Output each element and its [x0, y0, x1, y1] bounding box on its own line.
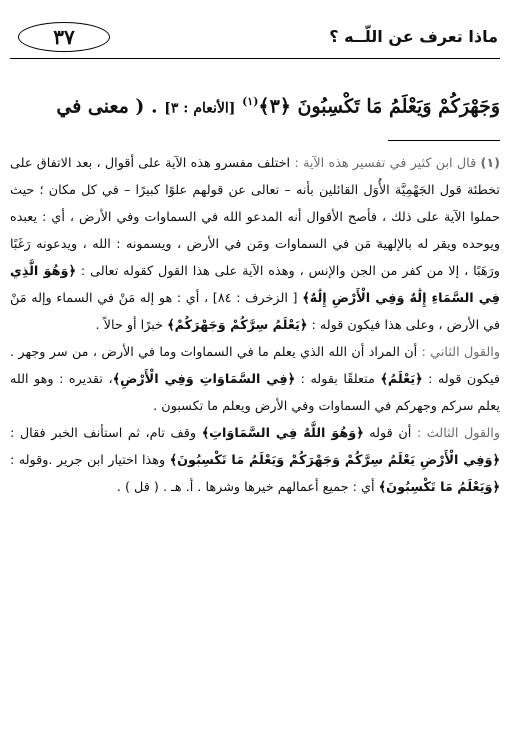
quran-quote: ﴿يَعْلَمُ سِرَّكُمْ وَجَهْرَكُمْ﴾ [167, 318, 308, 333]
footnote-1 [10, 150, 500, 339]
footnote-marker: (١) [480, 156, 500, 171]
opinion-text: أن المراد أن الله الذي يعلم ما في السماوات وما في الأرض ، من سر وجهر . فيكون قوله : [10, 345, 500, 387]
opinion-2 [10, 339, 500, 420]
verse-footnote-marker: (١) [242, 95, 259, 108]
footnotes [10, 150, 500, 501]
opinion-text: متعلقًا بقوله : [300, 372, 375, 387]
verse-reference: [الأنعام : ٣] [164, 100, 236, 117]
quran-quote: ﴿وَهُوَ الَّذِي فِي السَّمَاءِ إِلَٰهٌ وَفِي الْأَرْضِ إِلَٰهٌ﴾ [10, 264, 501, 306]
opinion-lead: والقول الثالث : [416, 426, 500, 441]
opinion-text: أي : جميع أعمالهم خيرها وشرها . أ. هـ . ( قل ) . [116, 480, 375, 495]
page-number: ٣٧ [18, 22, 110, 52]
running-title: ماذا تعرف عن اللّــه ؟ [329, 27, 498, 46]
quran-quote: ﴿وَهُوَ اللَّهُ فِي السَّمَاوَاتِ﴾ [201, 426, 364, 441]
quran-quote: ﴿يَعْلَمُ﴾ [380, 372, 423, 387]
opinion-text: وقف تام، ثم استأنف الخبر فقال : [10, 426, 197, 441]
footnote-lead: قال ابن كثير في تفسير هذه الآية : [294, 156, 477, 171]
verse-line [10, 82, 500, 122]
verse-quran-text: وَجَهْرَكُمْ وَيَعْلَمُ مَا تَكْسِبُونَ ﴿٣﴾ [258, 95, 500, 118]
verse-continuation: . ( معنى في [56, 95, 158, 118]
quran-reference: [ الزخرف : ٨٤] ، [204, 291, 298, 306]
opinion-3 [10, 420, 500, 501]
quran-quote: ﴿وَفِي الْأَرْضِ يَعْلَمُ سِرَّكُمْ وَجَهْرَكُمْ وَيَعْلَمُ مَا تَكْسِبُونَ﴾ [169, 453, 500, 468]
opinion-text: أن قوله [369, 426, 412, 441]
opinion-text: وهذا اختيار ابن جرير .وقوله : [10, 453, 166, 468]
page-header [10, 18, 500, 59]
opinion-text: ، تقديره : وهو الله يعلم سركم وجهركم في السماوات وفي الأرض ويعلم ما تكسبون . [10, 372, 500, 414]
opinion-lead: والقول الثاني : [421, 345, 500, 360]
footnote-text: خبرًا أو حالاً . [95, 318, 164, 333]
quran-quote: ﴿فِي السَّمَاوَاتِ وَفِي الْأَرْضِ﴾ [112, 372, 296, 387]
quran-quote: ﴿وَيَعْلَمُ مَا تَكْسِبُونَ﴾ [378, 480, 500, 495]
footnote-separator [388, 140, 500, 141]
footnote-text: أي : هو إله مَنْ في السماء وإله مَنْ في الأرض ، وعلى هذا فيكون قوله : [10, 291, 500, 333]
footnote-text: اختلف مفسرو هذه الآية على أقوال ، بعد الاتفاق على تخطئة قول الجَهْمِيَّة الأُوَل القائلين بأنه – تعالى عن قولهم علوًا كبيرًا – في كل مكان ؛ حيث حملوا الآية على ذلك ، فأصح الأقوال أنه المدعو الله في السماوات وفي الأرض ، أي : يعبده ويوحده ويقر له بالإلهية مَن في السماوات ومَن في الأرض ، ويسمونه : الله ، ويدعونه رَغَبًا ورَهَبًا ، إلا من كفر من الجن والإنس ، وهذه الآية على هذا القول كقوله تعالى : [10, 156, 500, 279]
